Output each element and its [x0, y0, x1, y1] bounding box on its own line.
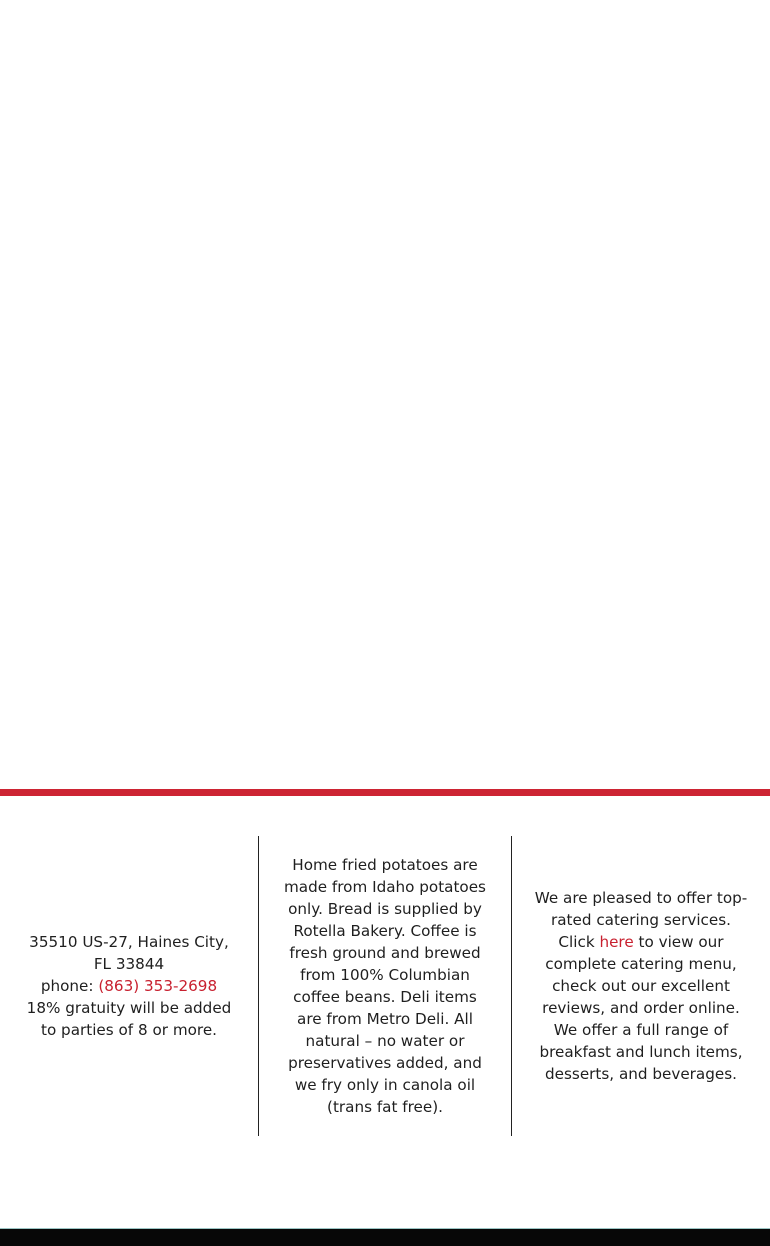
- phone-label: phone:: [40, 977, 99, 995]
- gratuity-line-2: to parties of 8 or more.: [40, 1021, 217, 1039]
- gratuity-line-1: 18% gratuity will be added: [26, 999, 232, 1017]
- bottom-bar: [0, 1228, 770, 1246]
- footer-column-location: [0, 836, 258, 1136]
- about-text-block: [279, 854, 491, 1118]
- phone-link[interactable]: (863) 353-2698: [98, 977, 218, 995]
- address-line-2: FL 33844: [93, 955, 165, 973]
- catering-text-block: [532, 887, 750, 1085]
- address-line-1: 35510 US-27, Haines City,: [29, 933, 229, 951]
- footer-columns: [0, 836, 770, 1136]
- catering-text-before: We are pleased to offer top-rated catering services. Click: [534, 889, 748, 951]
- footer-divider-bar: [0, 789, 770, 796]
- location-info: [27, 931, 232, 1041]
- catering-text-after: to view our complete catering menu, check out our excellent reviews, and order online. We offer a full range of breakfast and lunch items, desserts, and beverages.: [539, 933, 743, 1083]
- footer-column-catering: [512, 836, 770, 1136]
- catering-here-link[interactable]: here: [599, 933, 634, 951]
- about-text: Home fried potatoes are made from Idaho potatoes only. Bread is supplied by Rotella Bakery. Coffee is fresh ground and brewed from 100% Columbian coffee beans. Deli items are from Metro Deli. All natural – no water or preservatives added, and we fry only in canola oil (trans fat free).: [284, 856, 486, 1116]
- footer-column-about: [258, 836, 512, 1136]
